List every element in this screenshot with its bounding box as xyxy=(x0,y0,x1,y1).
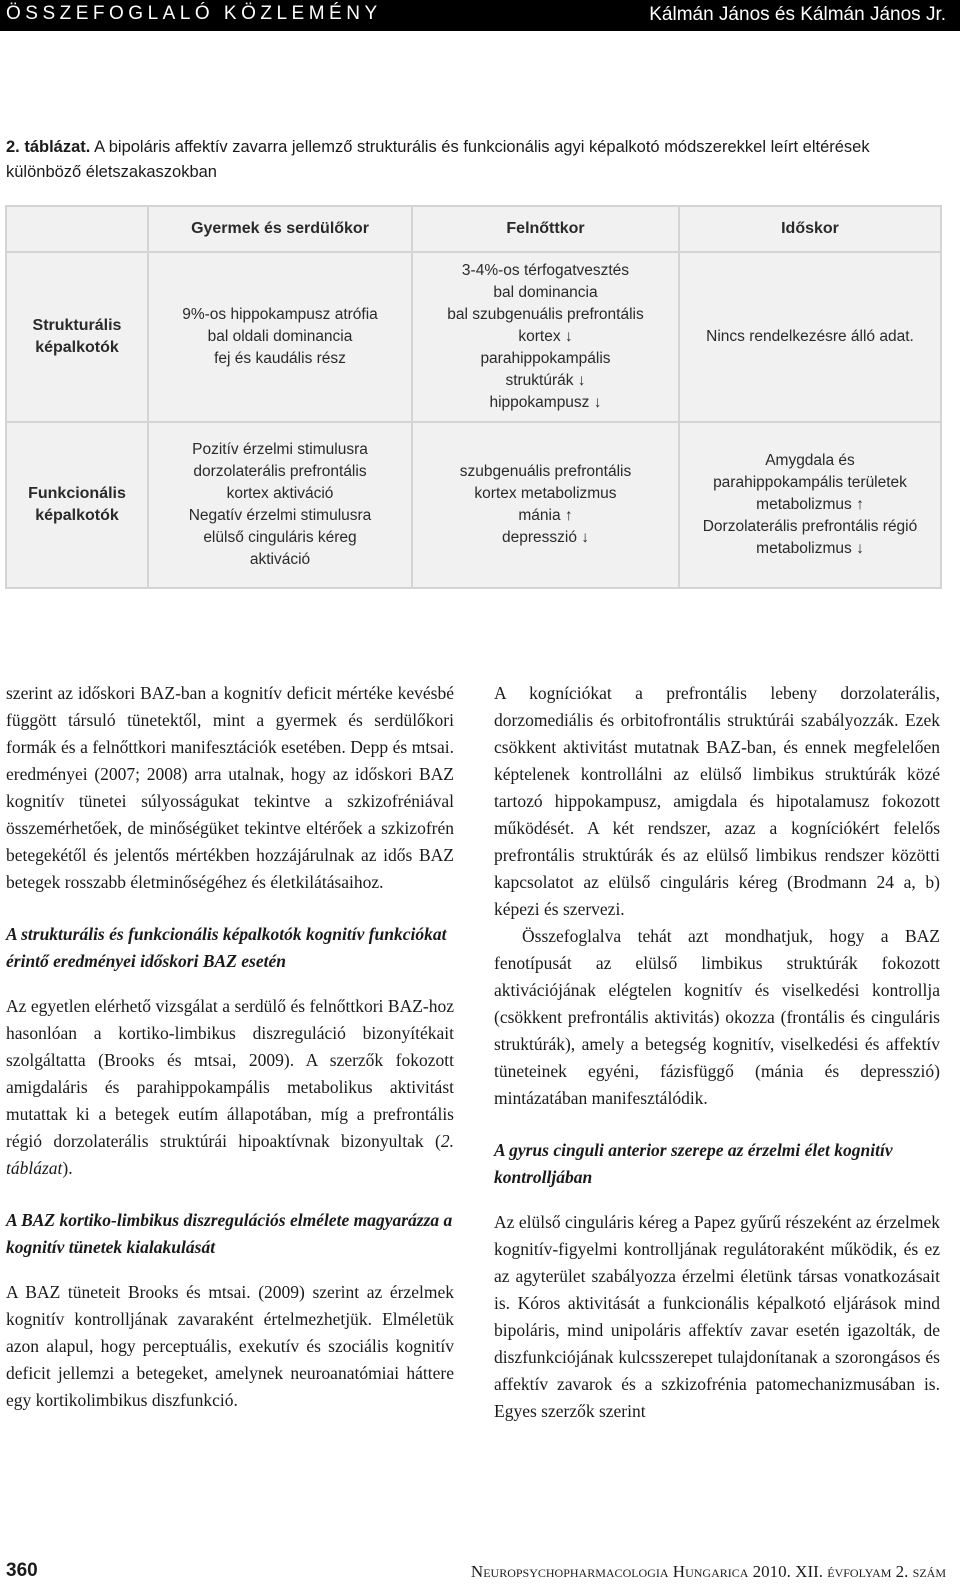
cell-line: parahippokampális területek xyxy=(713,474,907,491)
cell-line: bal szubgenuális prefrontális xyxy=(447,306,644,323)
paragraph-text: Az egyetlen elérhető vizsgálat a serdülő és felnőttkori BAZ-hoz hasonlóan a kortiko-limbikus diszreguláció bizonyítékait szolgáltatta (Brooks és mtsai, 2009). A szerzők fokozott amigdaláris és parahippokampális metabolikus aktivitást mutattak ki a betegek eutím állapotában, míg a prefrontális régió dorzolaterális struktúrái hipoaktívnak bizonyultak ( xyxy=(6,996,454,1151)
running-header xyxy=(0,0,960,31)
cell-line: Amygdala és xyxy=(765,452,855,469)
table-reference: 2. táblázat xyxy=(6,1131,454,1178)
cell-line: 3-4%-os térfogatvesztés xyxy=(461,262,630,279)
table-caption xyxy=(6,135,936,185)
table-header-row xyxy=(6,206,941,252)
cell-line: fej és kaudális rész xyxy=(214,350,346,367)
row-header-line: képalkotók xyxy=(35,507,119,524)
paragraph-text: ). xyxy=(62,1158,73,1178)
cell-line: metabolizmus ↑ xyxy=(756,496,864,513)
cell-line: bal dominancia xyxy=(493,284,598,301)
row-header xyxy=(6,252,148,422)
cell-line: kortex ↓ xyxy=(518,328,573,345)
row-header xyxy=(6,422,148,588)
cell-line: kortex metabolizmus xyxy=(474,485,617,502)
table-caption-text: A bipoláris affektív zavarra jellemző strukturális és funkcionális agyi képalkotó módszerekkel leírt eltérések különböző életszakaszokban xyxy=(6,138,870,181)
table-row-structural xyxy=(6,252,941,422)
cell-line: Dorzolaterális prefrontális régió xyxy=(702,518,918,535)
paragraph: Összefoglalva tehát azt mondhatjuk, hogy a BAZ fenotípusát az elülső limbikus struktúrák fokozott aktivációjának elégtelen kognitív és viselkedési kontrollja (csökkent prefrontális aktivitás) okozza (frontális és cinguláris struktúrák), amely a betegség kognitív, viselkedési és affektív tüneteinek egyéni, fázisfüggő (mánia és depresszió) mintázatában manifesztálódik. xyxy=(494,926,940,1108)
table-cell xyxy=(148,252,412,422)
cell-line: struktúrák ↓ xyxy=(505,372,586,389)
right-column xyxy=(494,680,940,1425)
cell-line: szubgenuális prefrontális xyxy=(459,463,632,480)
paragraph: A BAZ tüneteit Brooks és mtsai. (2009) szerint az érzelmek kognitív kontrolljának zavaraként értelmezhetjük. Elméletük azon alapul, hogy perceptuális, exekutív és szociális kognitív deficit jellemzi a betegeket, amelynek neuroanatómiai háttere egy kortikolimbikus diszfunkció. xyxy=(6,1282,454,1410)
row-header-line: képalkotók xyxy=(35,339,119,356)
cell-line: aktiváció xyxy=(249,551,311,568)
column-header: Időskor xyxy=(679,206,941,252)
journal-name: Neuropsychopharmacologia Hungarica 2010. XII. évfolyam 2. szám xyxy=(470,1562,946,1581)
cell-line: Negatív érzelmi stimulusra xyxy=(188,507,372,524)
author-names: Kálmán János és Kálmán János Jr. xyxy=(649,4,946,25)
row-header-line: Funkcionális xyxy=(28,485,126,502)
section-title: ÖSSZEFOGLALÓ KÖZLEMÉNY xyxy=(6,3,382,24)
cell-line: depresszió ↓ xyxy=(501,529,589,546)
section-heading: A gyrus cinguli anterior szerepe az érzelmi élet kognitív kontrolljában xyxy=(494,1140,893,1187)
column-header: Gyermek és serdülőkor xyxy=(148,206,412,252)
paragraph: Az elülső cinguláris kéreg a Papez gyűrű részeként az érzelmek kognitív-figyelmi kontrolljának regulátoraként működik, és ez az agyterület szabályozza érzelmi életünk társas vonatkozásait is. Kóros aktivitását a funkcionális képalkotó eljárások mind bipoláris, mind unipoláris affektív zavar esetén igazolták, de diszfunkciójának kulcsszerepet tulajdonítanak a szorongásos és affektív zavarok és a szkizofrénia patomechanizmusában is. Egyes szerzők szerint xyxy=(494,1212,940,1421)
cell-line: Pozitív érzelmi stimulusra xyxy=(192,441,368,458)
table-cell xyxy=(148,422,412,588)
cell-line: bal oldali dominancia xyxy=(207,328,353,345)
findings-table xyxy=(5,205,942,589)
cell-line: hippokampusz ↓ xyxy=(489,394,602,411)
paragraph: A kogníciókat a prefrontális lebeny dorzolaterális, dorzomediális és orbitofrontális struktúrái szabályozzák. Ezek csökkent aktivitást mutatnak BAZ-ban, és ennek megfelelően képtelenek kontrollálni az elülső limbikus struktúrák közé tartozó hippokampusz, amigdala és hipotalamusz fokozott működését. A két rendszer, azaz a kogníciókért felelős prefrontális struktúrák és az elülső limbikus rendszer közötti kapcsolatot az elülső cinguláris kéreg (Brodmann 24 a, b) képezi és szervezi. xyxy=(494,683,940,919)
cell-line: dorzolaterális prefrontális xyxy=(193,463,367,480)
table-cell xyxy=(679,252,941,422)
table-cell xyxy=(679,422,941,588)
section-heading: A BAZ kortiko-limbikus diszregulációs elmélete magyarázza a kognitív tünetek kialakulását xyxy=(6,1210,453,1257)
cell-line: 9%-os hippokampusz atrófia xyxy=(182,306,378,323)
column-header: Felnőttkor xyxy=(412,206,679,252)
table-cell xyxy=(412,252,679,422)
row-header-line: Strukturális xyxy=(32,317,122,334)
page-number: 360 xyxy=(6,1560,38,1581)
cell-line: Nincs rendelkezésre álló adat. xyxy=(706,328,914,345)
corner-cell xyxy=(6,206,148,252)
table-row-functional xyxy=(6,422,941,588)
left-column xyxy=(6,680,454,1414)
table-cell xyxy=(412,422,679,588)
cell-line: mánia ↑ xyxy=(518,507,573,524)
cell-line: kortex aktiváció xyxy=(226,485,334,502)
section-heading: A strukturális és funkcionális képalkotók kognitív funkciókat érintő eredményei időskori BAZ esetén xyxy=(6,924,447,971)
table-label: 2. táblázat. xyxy=(6,138,91,156)
cell-line: metabolizmus ↓ xyxy=(756,540,864,557)
cell-line: elülső cinguláris kéreg xyxy=(203,529,357,546)
paragraph xyxy=(6,993,454,1182)
cell-line: parahippokampális xyxy=(480,350,611,367)
paragraph: szerint az időskori BAZ-ban a kognitív deficit mértéke kevésbé függött társuló tünetektől, mint a gyermek és serdülőkori formák és a felnőttkori manifesztációk esetében. Depp és mtsai. eredményei (2007; 2008) arra utalnak, hogy az időskori BAZ kognitív tünetei súlyosságukat tekintve a szkizofréniával összemérhetőek, de minőségüket tekintve eltérőek a szkizofrén betegekétől és jelentős mértékben hozzájárulnak az idős BAZ betegek rosszabb életminőségéhez és életkilátásaihoz. xyxy=(6,683,454,892)
